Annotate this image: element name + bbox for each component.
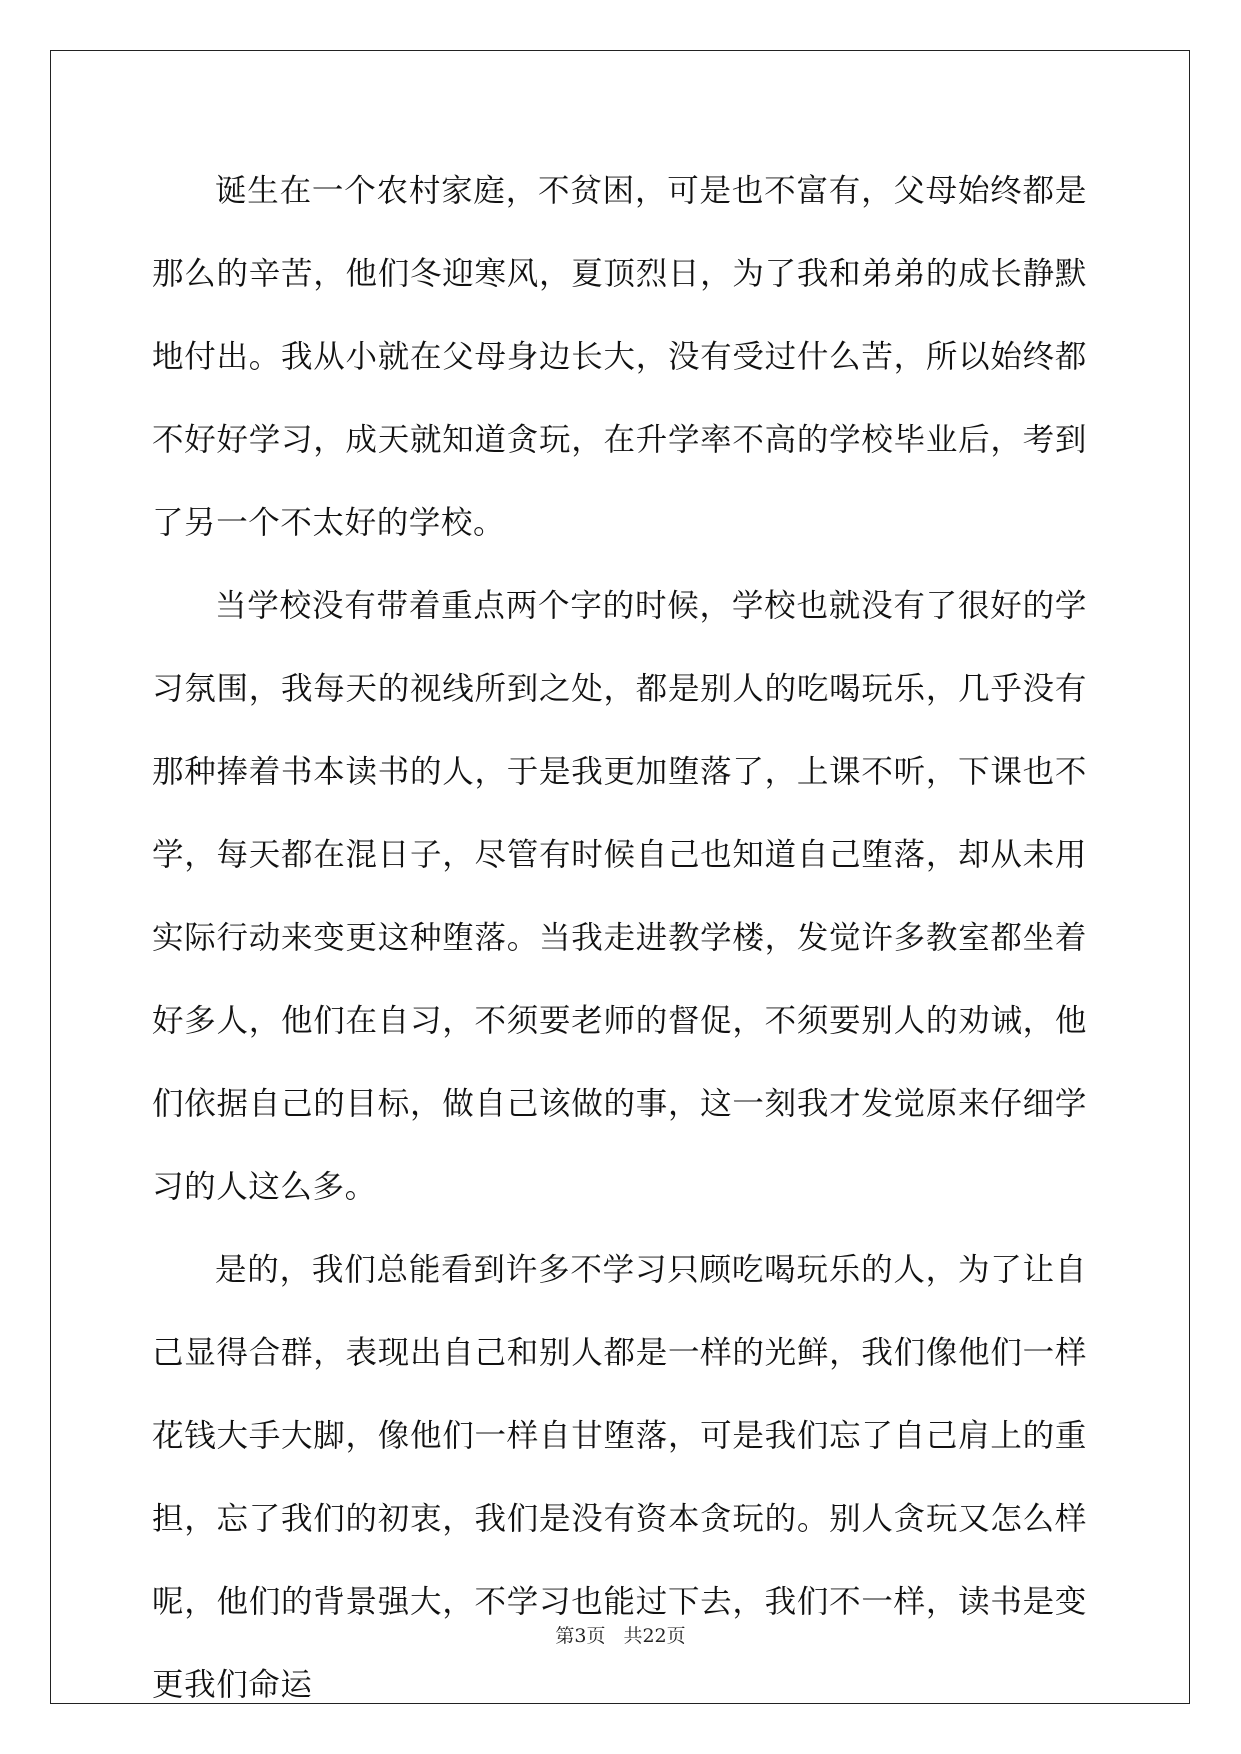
document-body	[152, 150, 1087, 1727]
page-footer	[0, 1624, 1241, 1648]
page-total: 共22页	[623, 1625, 686, 1647]
paragraph-1: 诞生在一个农村家庭，不贫困，可是也不富有，父母始终都是那么的辛苦，他们冬迎寒风，夏顶烈日，为了我和弟弟的成长静默地付出。我从小就在父母身边长大，没有受过什么苦，所以始终都不好好学习，成天就知道贪玩，在升学率不高的学校毕业后，考到了另一个不太好的学校。	[152, 173, 1087, 541]
paragraph-2: 当学校没有带着重点两个字的时候，学校也就没有了很好的学习氛围，我每天的视线所到之处，都是别人的吃喝玩乐，几乎没有那种捧着书本读书的人，于是我更加堕落了，上课不听，下课也不学，每天都在混日子，尽管有时候自己也知道自己堕落，却从未用实际行动来变更这种堕落。当我走进教学楼，发觉许多教室都坐着好多人，他们在自习，不须要老师的督促，不须要别人的劝诫，他们依据自己的目标，做自己该做的事，这一刻我才发觉原来仔细学习的人这么多。	[152, 588, 1087, 1205]
paragraph-3: 是的，我们总能看到许多不学习只顾吃喝玩乐的人，为了让自己显得合群，表现出自己和别人都是一样的光鲜，我们像他们一样花钱大手大脚，像他们一样自甘堕落，可是我们忘了自己肩上的重担，忘了我们的初衷，我们是没有资本贪玩的。别人贪玩又怎么样呢，他们的背景强大，不学习也能过下去，我们不一样，读书是变更我们命运	[152, 1252, 1087, 1703]
page-number: 第3页	[555, 1625, 606, 1647]
